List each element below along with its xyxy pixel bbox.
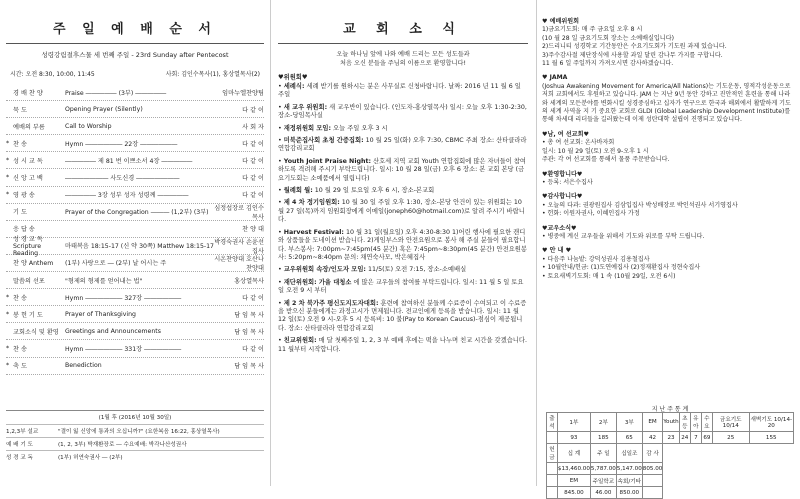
- order-element: 경 배 찬 양: [13, 89, 43, 97]
- order-content: Call to Worship: [65, 122, 112, 130]
- news-item: • 교우위원회 속장/인도자 모임: 11/5(토) 오전 7:15, 장소-소예배실: [278, 266, 467, 274]
- order-presenter: 시온찬양대 호산나찬양대: [214, 255, 264, 272]
- news-block-line: • 총 여 선교회: 온사바자회: [542, 139, 615, 147]
- order-presenter: 다 같 이: [242, 157, 264, 165]
- worship-title: 주 일 예 배 순 서: [53, 22, 217, 37]
- order-presenter: 담 임 목 사: [234, 363, 264, 371]
- order-row: [6, 358, 264, 375]
- welcome-intro: [270, 50, 536, 68]
- order-element: 묵 도: [13, 106, 27, 114]
- news-block-header: ♥남, 여 선교회♥: [542, 130, 589, 138]
- order-presenter: 다 같 이: [242, 106, 264, 114]
- stats-cell: 155: [749, 432, 794, 444]
- stats-cell: 69: [701, 432, 712, 444]
- news-item: • 새 교우 위원회: 새 교우반이 있습니다. (인도자-홍상열목사) 일시: 오늘 오후 1:30-2:30, 장소-당임목사실: [278, 103, 527, 120]
- news-item-title: 친교위원회:: [283, 337, 317, 345]
- order-element: 찬 양 Anthem: [13, 260, 54, 268]
- order-content: Opening Prayer (Silently): [65, 105, 143, 113]
- stats-cell: 805.00: [642, 463, 663, 475]
- stats-cell: 십일조: [616, 444, 642, 463]
- news-block-header: ♥교우소식♥: [542, 224, 577, 232]
- committee-section: [278, 72, 528, 354]
- news-block-header: ♥감사합니다♥: [542, 193, 583, 201]
- news-item-body: 에 많은 교우들의 참여를 부탁드립니다. 일시: 11 월 5 일 토요일 오전 9 시 부터: [278, 278, 524, 295]
- news-item: • 월례회 월: 10 월 29 일 토요일 오후 6 시, 장소-본교회: [278, 187, 435, 195]
- news-block-line: • 헌화: 이원자권사, 이혜인집사 가정: [542, 210, 640, 218]
- service-presider: 사회: 김인수목사(1), 홍상열목사(2): [165, 71, 260, 78]
- news-block-line: • 토요새벽기도회: 매 1 속 (10월 29일, 오전 6시): [542, 272, 676, 280]
- news-blocks: [542, 18, 792, 281]
- order-element: 찬 송: [13, 345, 27, 353]
- order-content: ――――――― 사도신경 ―――――――: [65, 175, 180, 183]
- news-title: 교 회 소 식: [343, 22, 463, 37]
- announcement-line: [6, 450, 264, 463]
- news-item-title: Harvest Festival:: [283, 228, 344, 236]
- order-presenter: 심정섭장로 김인수목사: [214, 204, 264, 221]
- order-content: Hymn ―――――― 22장 ――――――: [65, 140, 178, 148]
- news-item-body: 10 월 30 일 주일 오후 1:30, 장소-본당 안건이 있는 위원회는 10 월 27 일(목)까지 임원회장에게 이메일(joneph60@hotmail.com)로 알려 주시기 바랍니다.: [278, 199, 525, 224]
- stats-cell: 845.00: [557, 487, 590, 499]
- news-item-body: 10 월 31 일(월요일) 오후 4:30-8:30 1)어린 행사에 필요한 캔디와 상품들을 도네이션 받습니다. 2)게임부스와 안전요원으로 봉사 해 주실 분들이 필요합니다. 부스봉사: 7:00pm~7:45pm(45 분간) 혹은 7:45pm~8:30pm(45 분간) 안전요원봉사: 5:20pm~8:40pm 문의: 채연숙사모, 박은혜집사: [278, 228, 527, 261]
- stats-cell: 새벽기도 10/14-20: [749, 413, 794, 432]
- order-mark: *: [6, 310, 10, 318]
- stats-cell: 수요: [701, 413, 712, 432]
- news-item-title: 재정위원회 모임:: [283, 124, 332, 132]
- order-presenter: 다 같 이: [242, 294, 264, 302]
- news-block-header: ♥ JAMA: [542, 74, 568, 82]
- order-element: 성 경 교 독 Scripture Reading: [13, 236, 43, 258]
- news-block-line: 2)드리니티 성경학교 기간동안은 수요기도회가 기도원 과제 있습니다.: [542, 43, 727, 51]
- order-content: Hymn ―――――― 331장 ――――――: [65, 345, 182, 353]
- news-item-body: 오늘 주일 오후 3 시: [333, 124, 388, 132]
- order-element: 기 도: [13, 209, 27, 217]
- order-presenter: 다 같 이: [242, 345, 264, 353]
- order-content: Praise ――――― (3부) ―――――: [65, 89, 167, 97]
- liturgical-subtitle: 성령강림절후스물 세 번째 주일 - 23rd Sunday after Pentecost: [41, 51, 229, 59]
- news-item-title: 교우위원회 속장/인도자 모임:: [283, 266, 366, 274]
- intro-line: 오늘 하나님 앞에 나와 예배 드리는 모든 성도들과: [336, 51, 470, 58]
- order-row: [6, 101, 264, 118]
- order-mark: *: [6, 362, 10, 370]
- order-row: [6, 187, 264, 204]
- news-block-header: ♥ 예배위원회: [542, 18, 580, 25]
- weekly-announcement-box: [6, 410, 264, 463]
- stats-cell: EM: [557, 475, 590, 487]
- announcement-label: 1,2,3부 설교: [6, 429, 39, 435]
- stats-cell: [547, 432, 558, 444]
- news-block-line: 주관: 각 여 선교회를 통해서 물품 주문받습니다.: [542, 156, 670, 164]
- order-presenter: 박경숙권사 손윤선집사: [214, 238, 264, 255]
- stats-cell: 출석: [547, 413, 558, 432]
- order-row: [6, 204, 264, 221]
- news-item-title: 제 4 차 정기임원회:: [283, 199, 340, 207]
- order-mark: *: [6, 174, 10, 182]
- stats-cell: 금요기도 10/14: [712, 413, 749, 432]
- order-presenter: 찬 양 대: [242, 226, 264, 234]
- stats-cell: 주 일: [590, 444, 616, 463]
- news-item: • 친교위원회: 매 달 첫째주일 1, 2, 3 부 예배 후에는 떡을 나누며 친교 시간을 갖겠습니다. 11 월부터 시작합니다.: [278, 337, 527, 353]
- service-meta: [0, 69, 270, 78]
- order-row: [6, 289, 264, 306]
- news-item: • 세례식: 세례 받기를 원하시는 분은 사무실로 신청바랍니다. 날짜: 2016 년 11 월 6 일 주일: [278, 83, 521, 99]
- order-row: [6, 118, 264, 135]
- announcement-line: [6, 437, 264, 450]
- stats-cell: [547, 463, 558, 475]
- news-item-title: 제 2 차 북가주 평신도지도자대회:: [283, 299, 379, 307]
- news-item-body: 새 교우반이 있습니다. (인도자-홍상열목사) 일시: 오늘 오후 1:30-2:30, 장소-당임목사실: [278, 103, 527, 120]
- news-item-body: 산호세 지역 교회 Youth 연합집회에 많은 자녀들이 참여하도록 격려해 주시기 부탁드립니다. 일시: 10 월 28 일(금) 오후 6 장소: 본 교회 본당 (금요기도회는 소예품에서 열립니다): [278, 157, 526, 182]
- announcement-text: "결이 잃 신앙에 통과의 오십니까?" (요한복음 16:22, 홍상열목사): [58, 429, 220, 435]
- stats-cell: 헌금: [547, 444, 558, 463]
- news-item-body: 11/5(토) 오전 7:15, 장소-소예배실: [367, 266, 467, 274]
- news-item-title: 재단위원회: 가을 대청소: [283, 278, 352, 286]
- order-mark: *: [6, 293, 10, 301]
- stats-cell: 46.00: [590, 487, 616, 499]
- news-item: • Youth Joint Praise Night: 산호세 지역 교회 Youth 연합집회에 많은 자녀들이 참여하도록 격려해 주시기 부탁드립니다. 일시: 10 월 28 일(금) 오후 6 장소: 본 교회 본당 (금요기도회는 소예품에서 열립니다): [278, 157, 526, 182]
- order-row: [6, 236, 264, 258]
- order-row: [6, 340, 264, 357]
- stats-cell: 3부: [616, 413, 642, 432]
- news-block-line: • 다음주 나눔밭: 강덕성권사 김용철집사: [542, 255, 650, 263]
- news-item-body: 10 월 25 일(화) 오후 7:30, CBMC 주최 장소: 산타클라라 연합감리교회: [278, 137, 527, 153]
- worship-order-column: [0, 0, 270, 486]
- announcement-text: (1부) 허연숙권사 ― (2부): [58, 455, 123, 461]
- announcement-line: [6, 424, 264, 437]
- intro-line: 처음 오신 분들을 주님의 이름으로 환영합니다!: [340, 60, 466, 67]
- stats-cell: [642, 487, 663, 499]
- news-item-body: 10 월 29 일 토요일 오후 6 시, 장소-본교회: [314, 187, 435, 195]
- stats-cell: 2부: [590, 413, 616, 432]
- news-item: • 재정위원회 모임: 오늘 주일 오후 3 시: [278, 124, 388, 132]
- order-presenter: 사 회 자: [242, 123, 264, 131]
- announcement-text: (1, 2, 3부) 박재환장로 ― 수요예배: 박각나산성권사: [58, 442, 187, 448]
- news-block-line: • 병중에 계신 교우들을 위해서 기도와 위로를 부탁 드립니다.: [542, 232, 705, 240]
- order-content: ――――― 3장 성부 성자 성령께 ―――――: [65, 192, 189, 200]
- stats-title: 지 난 주 통 계: [651, 406, 689, 413]
- church-news-column: [270, 0, 536, 486]
- news-item-title: 월례회 월:: [283, 187, 313, 195]
- order-element: 축 도: [13, 363, 27, 371]
- order-content: (1부) 사랑으로 ― (2부) 날 어시는 주: [65, 260, 167, 268]
- stats-cell: 65: [616, 432, 642, 444]
- stats-cell: 유아: [690, 413, 701, 432]
- order-row: [6, 135, 264, 152]
- news-title-rule: [278, 43, 528, 44]
- stats-cell: [547, 487, 558, 499]
- stats-cell: 감 사: [642, 444, 663, 463]
- order-row: [6, 323, 264, 340]
- news-item: • 재단위원회: 가을 대청소 에 많은 교우들의 참여를 부탁드립니다. 일시: 11 월 5 일 토요일 오전 9 시 부터: [278, 278, 524, 295]
- stats-cell: [642, 475, 663, 487]
- stats-cell: 25: [712, 432, 749, 444]
- order-row: [6, 169, 264, 186]
- order-presenter: 다 같 이: [242, 140, 264, 148]
- stats-cell: 185: [590, 432, 616, 444]
- stats-cell: 속회/기타: [616, 475, 642, 487]
- announcement-header: (1월 후 (2016년 10월 30일): [6, 410, 264, 421]
- news-item: • 제 4 차 정기임원회: 10 월 30 일 주일 오후 1:30, 장소-본당 안건이 있는 위원회는 10 월 27 일(목)까지 임원회장에게 이메일(joneph60@hotmail.com)로 알려 주시기 바랍니다.: [278, 199, 525, 224]
- order-content: Benediction: [65, 362, 102, 370]
- order-content: Prayer of Thanksgiving: [65, 310, 136, 318]
- stats-cell: 93: [557, 432, 590, 444]
- stats-cell: 24: [679, 432, 690, 444]
- news-block-line: 일시: 10 월 29 일(토) 오전 9-오후 1 시: [542, 147, 649, 155]
- order-content: Hymn ―――――― 327장 ――――――: [65, 294, 182, 302]
- order-content: Greetings and Announcements: [65, 327, 161, 335]
- stats-cell: [547, 475, 558, 487]
- stats-cell: 십 계: [557, 444, 590, 463]
- order-mark: *: [6, 344, 10, 352]
- order-content: 마태복음 18:15-17 (신 약 30쪽) Matthew 18:15-17: [65, 243, 214, 251]
- order-row: [6, 84, 264, 101]
- news-item-body: 매 달 첫째주일 1, 2, 3 부 예배 후에는 떡을 나누며 친교 시간을 갖겠습니다. 11 월부터 시작합니다.: [278, 337, 527, 353]
- order-element: 찬 송: [13, 140, 27, 148]
- news-block-header: ♥ 안 내 ♥: [542, 247, 572, 255]
- worship-order-list: [0, 84, 270, 375]
- order-mark: *: [6, 139, 10, 147]
- committee-header: ♥위원회♥: [278, 74, 308, 81]
- order-row: [6, 306, 264, 323]
- order-presenter: 담 임 목 사: [234, 328, 264, 336]
- news-item: • Harvest Festival: 10 월 31 일(월요일) 오후 4:30-8:30 1)어린 행사에 필요한 캔디와 상품들을 도네이션 받습니다. 2)게임부스와 안전요원으로 봉사 해 주실 분들이 필요합니다. 부스봉사: 7:00pm~7:45pm(45 분간) 혹은 7:45pm~8:30pm(45 분간) 안전요원봉사: 5:20pm~8:40pm 문의: 채연숙사모, 박은혜집사: [278, 228, 527, 261]
- announcement-label: 성 경 교 독: [6, 455, 33, 461]
- order-row: [6, 272, 264, 289]
- order-element: 예배의 부름: [13, 123, 45, 131]
- order-element: 신 앙 고 백: [13, 175, 43, 183]
- news-block-line: 11 월 6 일 주일까지 가져오시면 감사하겠습니다.: [542, 60, 674, 68]
- news-block-line: • 등록: 서은수집사: [542, 178, 593, 186]
- news-block-line: • 오늘의 다과: 권광원집사 김삼입집사 박성배장로 박인석권사 서기영집사: [542, 201, 738, 209]
- news-item-title: 새 교우 위원회:: [283, 103, 328, 111]
- order-element: 영 광 송: [13, 192, 35, 200]
- stats-cell: Youth: [663, 413, 679, 432]
- order-content: "형제의 형제를 얻어내는 법": [65, 277, 143, 285]
- order-content: Prayer of the Congregation ――― (1,2부) (3부): [65, 209, 209, 217]
- stats-cell: 주일학교: [590, 475, 616, 487]
- stats-cell: 850.00: [616, 487, 642, 499]
- order-content: ――――― 제 81 번 이쁘소서 4장 ―――――: [65, 157, 193, 165]
- order-element: 찬 송: [13, 294, 27, 302]
- stats-cell: 42: [642, 432, 663, 444]
- order-presenter: 다 같 이: [242, 175, 264, 183]
- title-rule: [6, 43, 264, 44]
- order-element: 교회소식 및 환영: [13, 328, 59, 336]
- order-presenter: 홍상열목사: [234, 277, 264, 285]
- stats-cell: 초등: [679, 413, 690, 432]
- news-block-line: • 10월안내/헌금: (1)도연예집사 (2)정재환집사 정현숙집사: [542, 264, 701, 272]
- order-mark: *: [6, 191, 10, 199]
- news-item: • 제 2 차 북가주 평신도지도자대회: 훈련에 참여하신 분들께 수료증이 수여되고 이 수료증을 받으신 분들에게는 과정고시가 면제됩니다. 전교인에게 등록을 받습니다. 일시: 11 월 12 일(토) 오전 9 시-오후 5 시 등록비: 10 불(Pay to Korean Caucus)-점심이 제공됩니다. 장소: 산타클라라 연합감리교회: [278, 299, 527, 332]
- order-element: 응 답 송: [13, 226, 35, 234]
- order-presenter: 담 임 목 사: [234, 311, 264, 319]
- news-item: • 미북준집사회 초청 간증집회: 10 월 25 일(화) 오후 7:30, CBMC 주최 장소: 산타클라라 연합감리교회: [278, 137, 527, 153]
- announcement-label: 예 배 기 도: [6, 442, 33, 448]
- stats-cell: $13,460.00: [557, 463, 590, 475]
- news-block-header: ♥환영합니다♥: [542, 170, 583, 178]
- order-element: 성 시 교 독: [13, 157, 43, 165]
- news-block-line: (Joshua Awakening Movement for America/All Nations)는 기도운동, 영적각성운동으로 저희 교회에서도 후원하고 있습니다. JAM 는 지난 9년 동안 강하고 진안적인 훈련을 통해 나라와 세계의 모든분야를 변화시킬 성경중심하고 십자가 연구으로 한국과 해외에서 활발하게 기도의 세계 사역을 지 기 중요한 교회로 GLDI (Global Leadership Development Institute)를 통해 차세대 리더들을 길러왔는데 이제 성탄대학 설립이 진행되고 있습니다.: [542, 82, 791, 124]
- stats-cell: EM: [642, 413, 663, 432]
- news-block-line: (10 월 28 일 금요기도회 장소는 소예배실입니다): [542, 34, 674, 42]
- stats-cell: 5,787.00: [590, 463, 616, 475]
- order-element: 봉 헌 기 도: [13, 311, 43, 319]
- order-presenter: 다 같 이: [242, 192, 264, 200]
- stats-cell: 1부: [557, 413, 590, 432]
- news-item-title: 미북준집사회 초청 간증집회:: [283, 137, 364, 145]
- order-element: 말씀의 선포: [13, 277, 45, 285]
- news-block-line: 3)주수감사절 제단장식에 사용할 과일 달린 감나무 가지를 구합니다.: [542, 51, 723, 59]
- news-item-body: 훈련에 참여하신 분들께 수료증이 수여되고 이 수료증을 받으신 분들에게는 과정고시가 면제됩니다. 전교인에게 등록을 받습니다. 일시: 11 월 12 일(토) 오전 9 시-오후 5 시 등록비: 10 불(Pay to Korean Caucus)-점심이 제공됩니다. 장소: 산타클라라 연합감리교회: [278, 299, 527, 332]
- news-block-line: 1)금요기도회: 매 주 금요일 오후 8 시: [542, 26, 643, 34]
- order-presenter: 임마누엘찬양팀: [222, 89, 264, 97]
- news-item-body: 세례 받기를 원하시는 분은 사무실로 신청바랍니다. 날짜: 2016 년 11 월 6 일 주일: [278, 83, 521, 99]
- news-item-title: 세례식:: [283, 83, 305, 90]
- news-item-title: Youth Joint Praise Night:: [283, 157, 371, 165]
- stats-cell: 7: [690, 432, 701, 444]
- stats-cell: 5,147.00: [616, 463, 642, 475]
- order-mark: *: [6, 156, 10, 164]
- order-row: [6, 152, 264, 169]
- stats-cell: 23: [663, 432, 679, 444]
- order-row: [6, 255, 264, 272]
- service-time: 시간: 오전 8:30, 10:00, 11:45: [10, 71, 95, 78]
